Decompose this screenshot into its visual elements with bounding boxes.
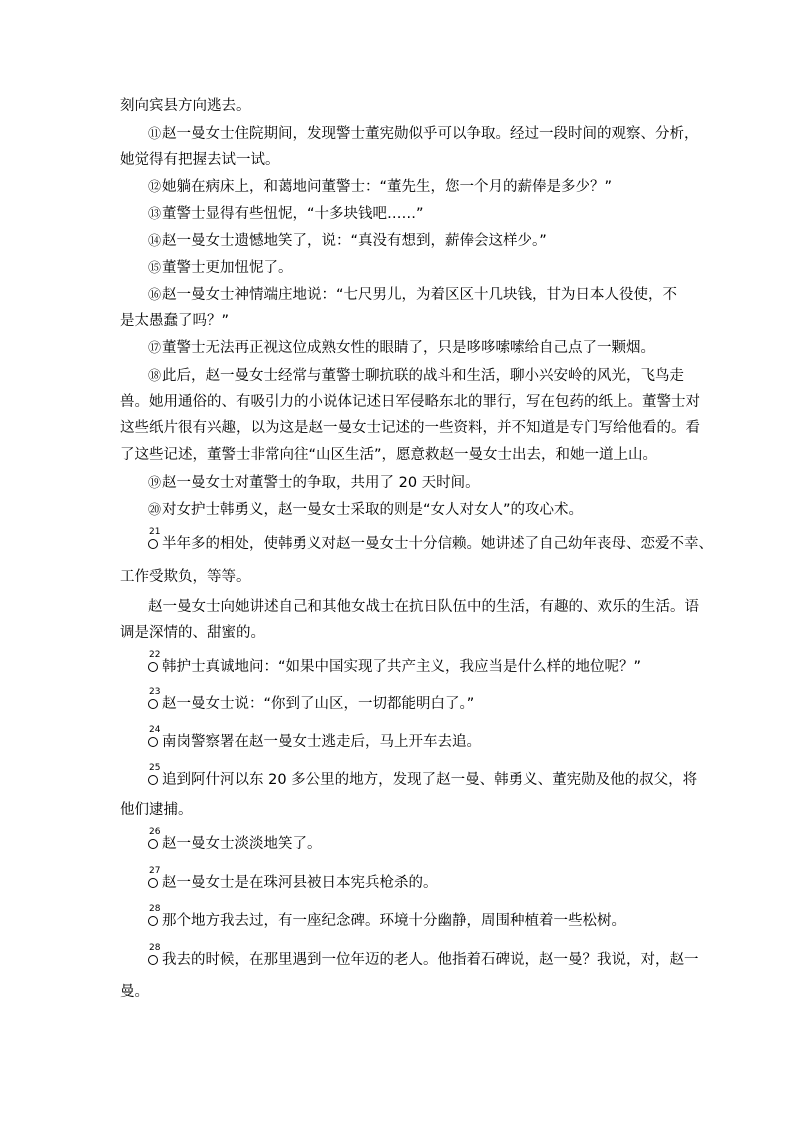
paragraph-25: 25 追到阿什河以东 20 多公里的地方，发现了赵一曼、韩勇义、董宪勋及他的叔父，将: [149, 763, 698, 788]
paragraph-13: ⑬董警士显得有些忸怩，“十多块钱吧……”: [148, 206, 424, 222]
paragraph-marker: 26: [148, 836, 161, 850]
paragraph-marker: ⑭: [148, 234, 162, 249]
paragraph-marker: ⑯: [148, 288, 162, 303]
paragraph-14: ⑭赵一曼女士遗憾地笑了，说：“真没有想到，薪俸会这样少。”: [148, 233, 547, 249]
paragraph-27: 27 赵一曼女士是在珠河县被日本宪兵枪杀的。: [149, 866, 438, 891]
paragraph-marker: ⑫: [148, 180, 162, 195]
paragraph-marker: ⑱: [148, 369, 162, 384]
paragraph-22: 22 韩护士真诚地问：“如果中国实现了共产主义，我应当是什么样的地位呢？”: [149, 650, 642, 675]
paragraph-line: 赵一曼女士向她讲述自己和其他女战士在抗日队伍中的生活，有趣的、欢乐的生活。语: [148, 599, 699, 615]
paragraph-line: 调是深情的、甜蜜的。: [120, 625, 265, 641]
paragraph-marker: ⑮: [148, 261, 162, 276]
paragraph-marker: 23: [148, 696, 161, 710]
paragraph-marker: 27: [148, 875, 161, 889]
paragraph-line: 她觉得有把握去试一试。: [120, 152, 280, 168]
paragraph-19: ⑲赵一曼女士对董警士的争取，共用了 20 天时间。: [148, 475, 480, 491]
paragraph-marker: ⑰: [148, 341, 162, 356]
paragraph-17: ⑰董警士无法再正视这位成熟女性的眼睛了，只是哆哆嗦嗦给自己点了一颗烟。: [148, 340, 656, 356]
paragraph-26: 26 赵一曼女士淡淡地笑了。: [149, 827, 322, 852]
paragraph-line: 这些纸片很有兴趣，以为这是赵一曼女士记述的一些资料，并不知道是专门写给他看的。看: [120, 420, 700, 436]
paragraph-line: 了这些记述，董警士非常向往“山区生活”，愿意救赵一曼女士出去，和她一道上山。: [120, 447, 658, 463]
paragraph-marker: 28: [148, 913, 161, 927]
paragraph-marker: 25: [148, 772, 161, 786]
paragraph-line: 兽。她用通俗的、有吸引力的小说体记述日军侵略东北的罪行，写在包药的纸上。董警士对: [120, 394, 700, 410]
paragraph-20: ⑳对女护士韩勇义，赵一曼女士采取的则是“女人对女人”的攻心术。: [148, 502, 584, 518]
paragraph-21: 21 半年多的相处，使韩勇义对赵一曼女士十分信赖。她讲述了自己幼年丧母、恋爱不幸、: [149, 527, 713, 552]
paragraph-marker: 21: [148, 536, 161, 550]
paragraph-marker: ⑲: [148, 476, 162, 491]
paragraph-line: 曼。: [120, 984, 149, 1000]
paragraph-18: ⑱此后，赵一曼女士经常与董警士聊抗联的战斗和生活，聊小兴安岭的风光，飞鸟走: [148, 368, 685, 384]
paragraph-28: 28 那个地方我去过，有一座纪念碑。环境十分幽静，周围种植着一些松树。: [149, 904, 626, 929]
paragraph-marker: ⑳: [148, 503, 162, 518]
paragraph-29: 28 我去的时候，在那里遇到一位年迈的老人。他指着石碑说，赵一曼？我说，对，赵一: [149, 943, 699, 968]
paragraph-marker: ⑪: [148, 127, 162, 142]
paragraph-12: ⑫她躺在病床上，和蔼地问董警士：“董先生，您一个月的薪俸是多少？”: [148, 179, 613, 195]
paragraph-16: ⑯赵一曼女士神情端庄地说：“七尺男儿，为着区区十几块钱，甘为日本人役使，不: [148, 287, 678, 303]
paragraph-line: 他们逮捕。: [120, 802, 193, 818]
paragraph-marker: 24: [148, 734, 161, 748]
paragraph-24: 24 南岗警察署在赵一曼女士逃走后，马上开车去追。: [149, 725, 481, 750]
paragraph-line: 是太愚蠢了吗？”: [120, 313, 230, 329]
paragraph-15: ⑮董警士更加忸怩了。: [148, 260, 293, 276]
paragraph-23: 23 赵一曼女士说：“你到了山区，一切都能明白了。”: [149, 687, 475, 712]
paragraph-marker: ⑬: [148, 207, 162, 222]
paragraph-11: ⑪赵一曼女士住院期间，发现警士董宪勋似乎可以争取。经过一段时间的观察、分析，: [148, 126, 699, 142]
paragraph-line: 刻向宾县方向逃去。: [120, 98, 251, 114]
paragraph-marker: 28: [148, 952, 161, 966]
paragraph-marker: 22: [148, 659, 161, 673]
paragraph-line: 工作受欺负，等等。: [120, 569, 251, 585]
